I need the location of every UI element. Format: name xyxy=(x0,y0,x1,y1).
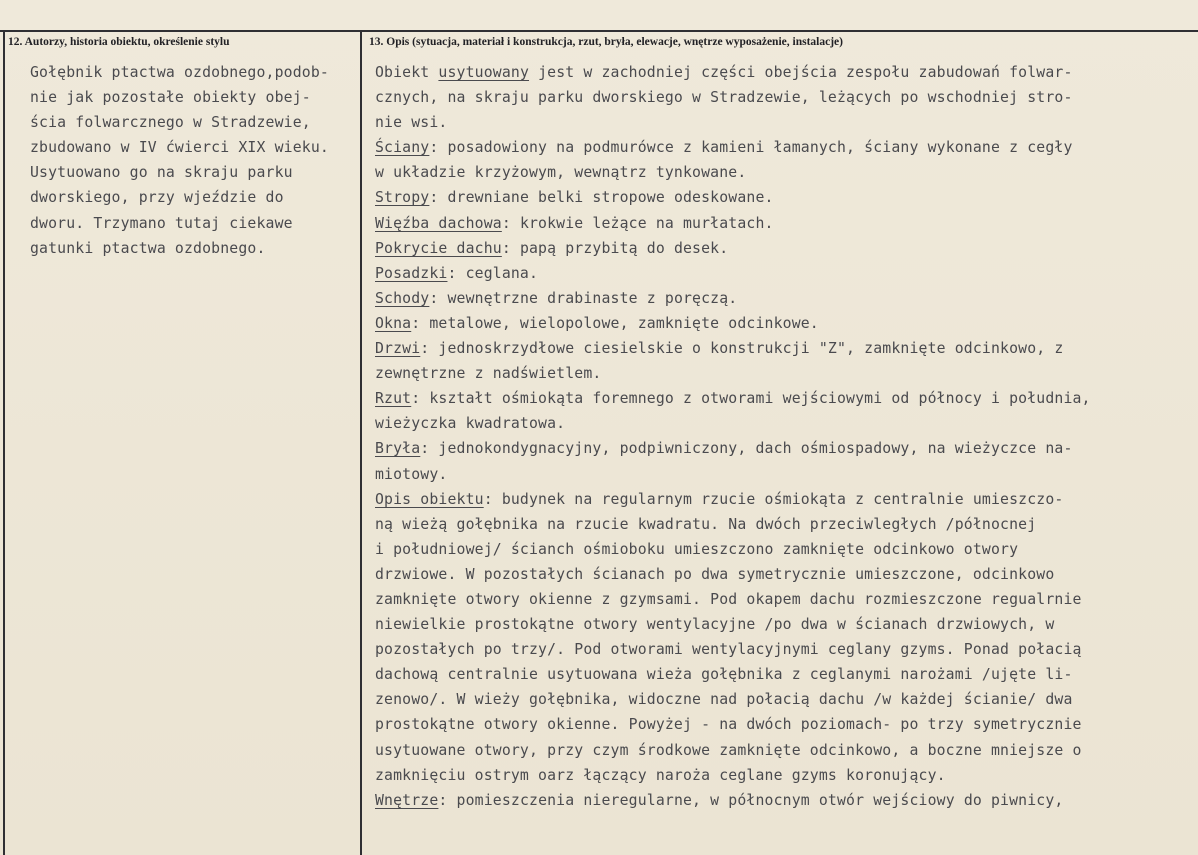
section-13-line xyxy=(375,738,1091,763)
section-13-line xyxy=(375,185,1091,210)
line-text: cznych, na skraju parku dworskiego w Stradzewie, leżących po wschodniej stro- xyxy=(375,89,1073,107)
line-text: : pomieszczenia nieregularne, w północnym otwór wejściowy do piwnicy, xyxy=(438,791,1064,809)
field-heading: Stropy xyxy=(375,189,430,207)
field-heading: Więźba dachowa xyxy=(375,214,502,232)
line-text: : papą przybitą do desek. xyxy=(501,239,729,257)
line-text: wieżyczka kwadratowa. xyxy=(375,415,566,433)
section-13-line xyxy=(375,612,1091,637)
section-13-line xyxy=(375,386,1091,411)
field-heading: Rzut xyxy=(375,390,412,408)
line-text: : jednoskrzydłowe ciesielskie o konstrukcji "Z", zamknięte odcinkowo, z xyxy=(420,340,1064,358)
section-12-text xyxy=(30,60,329,261)
left-rule xyxy=(3,30,5,855)
line-text: zenowo/. W wieży gołębnika, widoczne nad połacią dachu /w każdej ścianie/ dwa xyxy=(375,691,1073,709)
top-rule xyxy=(0,30,1198,32)
line-prefix: Obiekt xyxy=(375,64,439,81)
field-heading: Posadzki xyxy=(375,264,448,282)
line-text: : kształt ośmiokąta foremnego z otworami wejściowymi od północy i południa, xyxy=(411,390,1091,408)
section-13-text xyxy=(375,60,1091,813)
section-13-header: 13. Opis (sytuacja, materiał i konstrukcja, rzut, bryła, elewacje, wnętrze wyposażenie, instalacje) xyxy=(369,36,843,48)
line-text: zamknięciu ostrym oarz łączący naroża ceglane gzyms koronujący. xyxy=(375,766,946,784)
line-text: : jednokondygnacyjny, podpiwniczony, dach ośmiospadowy, na wieżyczce na- xyxy=(420,440,1073,458)
section-12-header: 12. Autorzy, historia obiektu, określenie stylu xyxy=(8,36,230,48)
field-heading: Wnętrze xyxy=(375,791,439,809)
section-13-line xyxy=(375,512,1091,537)
section-13-line xyxy=(375,637,1091,662)
section-13-line xyxy=(375,336,1091,361)
section-13-line xyxy=(375,763,1091,788)
field-heading: Drzwi xyxy=(375,340,421,358)
section-13-line xyxy=(375,411,1091,436)
section-13-line xyxy=(375,110,1091,135)
line-text: : wewnętrzne drabinaste z poręczą. xyxy=(429,289,738,307)
field-heading: Opis obiektu xyxy=(375,490,484,508)
section-12-line: Gołębnik ptactwa ozdobnego,podob- xyxy=(30,64,329,81)
section-13-line xyxy=(375,487,1091,512)
line-text: zewnętrzne z nadświetlem. xyxy=(375,365,602,383)
section-12-line: ścia folwarcznego w Stradzewie, xyxy=(30,114,311,132)
section-13-line xyxy=(375,537,1091,562)
section-12-line: Usytuowano go na skraju parku xyxy=(30,164,293,182)
section-13-line xyxy=(375,788,1091,813)
line-text: : budynek na regularnym rzucie ośmiokąta z centralnie umieszczo- xyxy=(483,490,1064,508)
field-heading: Ściany xyxy=(375,139,430,157)
section-13-line xyxy=(375,261,1091,286)
section-12-line: nie jak pozostałe obiekty obej- xyxy=(30,89,311,107)
section-13-line xyxy=(375,60,1091,85)
section-13-line xyxy=(375,236,1091,261)
line-text: : ceglana. xyxy=(447,264,539,282)
field-heading: usytuowany xyxy=(438,64,530,81)
column-divider xyxy=(360,30,362,855)
section-12-line: dworskiego, przy wjeździe do xyxy=(30,189,284,207)
section-13-line xyxy=(375,462,1091,487)
line-text: : drewniane belki stropowe odeskowane. xyxy=(429,189,774,207)
section-13-line xyxy=(375,687,1091,712)
section-13-line xyxy=(375,85,1091,110)
section-13-line xyxy=(375,662,1091,687)
section-13-line xyxy=(375,712,1091,737)
section-13-line xyxy=(375,160,1091,185)
field-heading: Bryła xyxy=(375,440,421,458)
line-text: usytuowane otwory, przy czym środkowe zamknięte odcinkowo, a boczne mniejsze o xyxy=(375,741,1082,759)
section-13-line xyxy=(375,135,1091,160)
section-13-line xyxy=(375,562,1091,587)
line-text: drzwiowe. W pozostałych ścianach po dwa symetrycznie umieszczone, odcinkowo xyxy=(375,565,1055,583)
line-text: prostokątne otwory okienne. Powyżej - na dwóch poziomach- po trzy symetrycznie xyxy=(375,716,1082,734)
line-text: ną wieżą gołębnika na rzucie kwadratu. Na dwóch przeciwległych /północnej xyxy=(375,515,1037,533)
section-12-line: gatunki ptactwa ozdobnego. xyxy=(30,239,266,257)
line-text: i południowej/ ścianch ośmioboku umieszczono zamknięte odcinkowo otwory xyxy=(375,540,1019,558)
field-heading: Pokrycie dachu xyxy=(375,239,502,257)
section-12-line: zbudowano w IV ćwierci XIX wieku. xyxy=(30,139,329,157)
field-heading: Schody xyxy=(375,289,430,307)
section-12-line: dworu. Trzymano tutaj ciekawe xyxy=(30,214,293,232)
section-13-line xyxy=(375,361,1091,386)
line-text: : krokwie leżące na murłatach. xyxy=(501,214,774,232)
line-text: pozostałych po trzy/. Pod otworami wentylacyjnymi ceglany gzyms. Ponad połacią xyxy=(375,641,1082,659)
line-text: : posadowiony na podmurówce z kamieni łamanych, ściany wykonane z cegły xyxy=(429,139,1073,157)
line-text: niewielkie prostokątne otwory wentylacyjne /po dwa w ścianach drzwiowych, w xyxy=(375,616,1055,634)
line-text: jest w zachodniej części obejścia zespołu zabudowań folwar- xyxy=(529,64,1073,81)
section-13-line xyxy=(375,286,1091,311)
line-text: zamknięte otwory okienne z gzymsami. Pod okapem dachu rozmieszczone regualrnie xyxy=(375,590,1082,608)
line-text: w układzie krzyżowym, wewnątrz tynkowane. xyxy=(375,164,747,182)
section-13-line xyxy=(375,436,1091,461)
line-text: nie wsi. xyxy=(375,114,448,132)
line-text: miotowy. xyxy=(375,465,448,483)
section-13-line xyxy=(375,211,1091,236)
field-heading: Okna xyxy=(375,314,412,332)
line-text: : metalowe, wielopolowe, zamknięte odcinkowe. xyxy=(411,314,819,332)
section-13-line xyxy=(375,311,1091,336)
section-13-line xyxy=(375,587,1091,612)
line-text: dachową centralnie usytuowana wieża gołębnika z ceglanymi narożami /ujęte li- xyxy=(375,666,1073,684)
